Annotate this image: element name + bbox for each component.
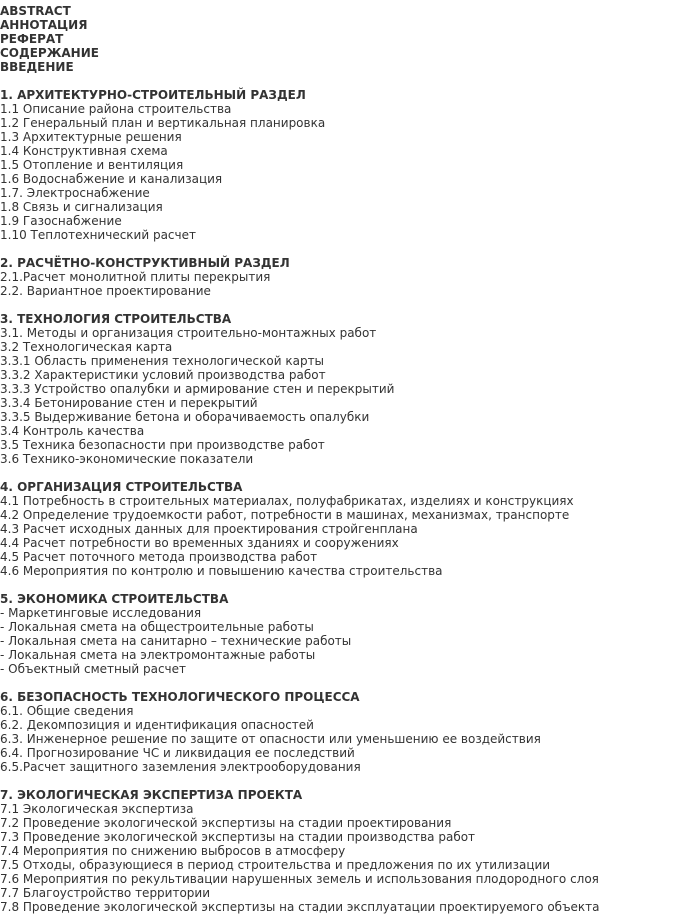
toc-item: 1.6 Водоснабжение и канализация	[0, 172, 223, 186]
toc-item: 3.3.4 Бетонирование стен и перекрытий	[0, 396, 258, 410]
toc-item: 1.9 Газоснабжение	[0, 214, 122, 228]
toc-item: 6.2. Декомпозиция и идентификация опасностей	[0, 718, 314, 732]
toc-item: - Маркетинговые исследования	[0, 606, 202, 620]
toc-item: 2.2. Вариантное проектирование	[0, 284, 211, 298]
toc-item: 6.4. Прогнозирование ЧС и ликвидация ее последствий	[0, 746, 355, 760]
toc-item: - Локальная смета на общестроительные работы	[0, 620, 314, 634]
toc-item: 7.5 Отходы, образующиеся в период строительства и предложения по их утилизации	[0, 858, 551, 872]
toc-item: 7.1 Экологическая экспертиза	[0, 802, 194, 816]
toc-item: 6.3. Инженерное решение по защите от опасности или уменьшению ее воздействия	[0, 732, 541, 746]
section-spacer	[0, 466, 700, 480]
toc-item: 6.1. Общие сведения	[0, 704, 134, 718]
front-matter-item: РЕФЕРАТ	[0, 32, 64, 46]
toc-item: 7.8 Проведение экологической экспертизы на стадии эксплуатации проектируемого объекта	[0, 900, 600, 914]
toc-section	[0, 690, 700, 774]
section-title: 5. ЭКОНОМИКА СТРОИТЕЛЬСТВА	[0, 592, 229, 606]
section-spacer	[0, 242, 700, 256]
toc-section	[0, 312, 700, 466]
toc-item: - Локальная смета на электромонтажные работы	[0, 648, 316, 662]
toc-item: 1.7. Электроснабжение	[0, 186, 150, 200]
toc-item: - Локальная смета на санитарно – технические работы	[0, 634, 352, 648]
toc-item: 7.4 Мероприятия по снижению выбросов в атмосферу	[0, 844, 346, 858]
section-title: 6. БЕЗОПАСНОСТЬ ТЕХНОЛОГИЧЕСКОГО ПРОЦЕССА	[0, 690, 360, 704]
section-spacer	[0, 676, 700, 690]
toc-section	[0, 592, 700, 676]
toc-section	[0, 256, 700, 298]
toc-section	[0, 788, 700, 914]
toc-item: 6.5.Расчет защитного заземления электрооборудования	[0, 760, 361, 774]
section-title: 2. РАСЧЁТНО-КОНСТРУКТИВНЫЙ РАЗДЕЛ	[0, 256, 290, 270]
toc-item: 3.1. Методы и организация строительно-монтажных работ	[0, 326, 377, 340]
toc-section	[0, 88, 700, 242]
section-spacer	[0, 74, 700, 88]
section-title: 4. ОРГАНИЗАЦИЯ СТРОИТЕЛЬСТВА	[0, 480, 243, 494]
toc-item: 7.7 Благоустройство территории	[0, 886, 211, 900]
toc-item: 4.6 Мероприятия по контролю и повышению качества строительства	[0, 564, 443, 578]
section-title: 3. ТЕХНОЛОГИЯ СТРОИТЕЛЬСТВА	[0, 312, 232, 326]
toc-item: 7.2 Проведение экологической экспертизы на стадии проектирования	[0, 816, 452, 830]
toc-item: 1.1 Описание района строительства	[0, 102, 232, 116]
section-title: 1. АРХИТЕКТУРНО-СТРОИТЕЛЬНЫЙ РАЗДЕЛ	[0, 88, 306, 102]
toc-item: 1.2 Генеральный план и вертикальная планировка	[0, 116, 326, 130]
toc-item: 7.3 Проведение экологической экспертизы на стадии производства работ	[0, 830, 476, 844]
toc-item: 1.10 Теплотехнический расчет	[0, 228, 196, 242]
section-spacer	[0, 774, 700, 788]
section-spacer	[0, 578, 700, 592]
toc-item: 3.3.1 Область применения технологической карты	[0, 354, 325, 368]
toc-item: 7.6 Мероприятия по рекультивации нарушенных земель и использования плодородного слоя	[0, 872, 599, 886]
toc-item: 3.3.5 Выдерживание бетона и оборачиваемость опалубки	[0, 410, 370, 424]
toc-item: 2.1.Расчет монолитной плиты перекрытия	[0, 270, 271, 284]
toc-item: 4.3 Расчет исходных данных для проектирования стройгенплана	[0, 522, 418, 536]
front-matter	[0, 4, 700, 74]
section-spacer	[0, 298, 700, 312]
front-matter-item: АННОТАЦИЯ	[0, 18, 88, 32]
toc-item: 3.3.3 Устройство опалубки и армирование стен и перекрытий	[0, 382, 395, 396]
toc-item: 4.1 Потребность в строительных материалах, полуфабрикатах, изделиях и конструкциях	[0, 494, 574, 508]
toc-item: 1.8 Связь и сигнализация	[0, 200, 163, 214]
toc-item: 1.4 Конструктивная схема	[0, 144, 168, 158]
toc-item: 4.2 Определение трудоемкости работ, потребности в машинах, механизмах, транспорте	[0, 508, 570, 522]
toc-item: 4.4 Расчет потребности во временных зданиях и сооружениях	[0, 536, 399, 550]
toc-item: 4.5 Расчет поточного метода производства работ	[0, 550, 318, 564]
toc-item: 1.5 Отопление и вентиляция	[0, 158, 184, 172]
front-matter-item: ВВЕДЕНИЕ	[0, 60, 74, 74]
toc-item: 3.2 Технологическая карта	[0, 340, 173, 354]
sections-list	[0, 74, 700, 914]
toc-section	[0, 480, 700, 578]
toc-item: - Объектный сметный расчет	[0, 662, 187, 676]
toc-item: 3.5 Техника безопасности при производстве работ	[0, 438, 325, 452]
section-title: 7. ЭКОЛОГИЧЕСКАЯ ЭКСПЕРТИЗА ПРОЕКТА	[0, 788, 303, 802]
toc-item: 3.4 Контроль качества	[0, 424, 145, 438]
front-matter-item: СОДЕРЖАНИЕ	[0, 46, 99, 60]
toc-item: 1.3 Архитектурные решения	[0, 130, 182, 144]
toc-item: 3.3.2 Характеристики условий производства работ	[0, 368, 326, 382]
toc-item: 3.6 Технико-экономические показатели	[0, 452, 254, 466]
front-matter-item: ABSTRACT	[0, 4, 71, 18]
